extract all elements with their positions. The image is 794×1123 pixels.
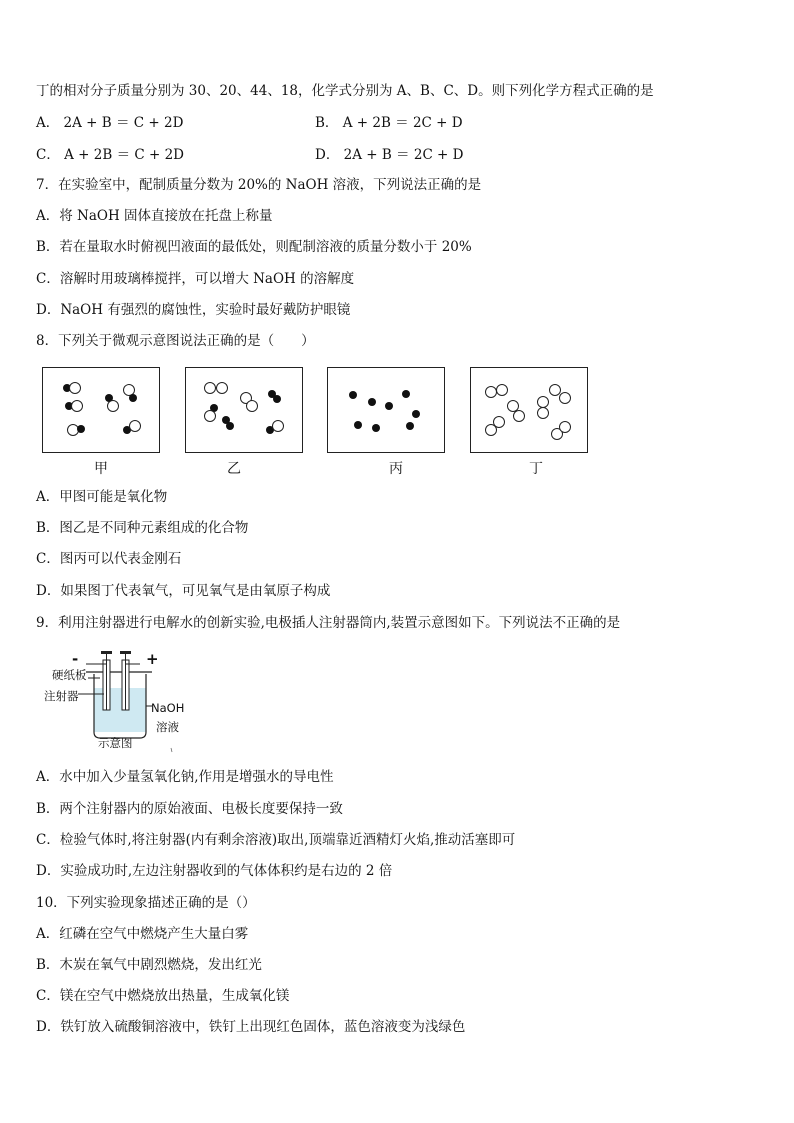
naoh-label: NaOH <box>151 701 185 715</box>
q10-option-b: B．木炭在氧气中剧烈燃烧，发出红光 <box>36 957 262 973</box>
board-label: 硬纸板 <box>52 668 87 682</box>
q8-option-d: D．如果图丁代表氧气，可见氧气是由氧原子构成 <box>36 583 331 599</box>
caption-yi: 乙 <box>227 461 241 477</box>
caption-jia: 甲 <box>94 461 108 477</box>
q9-stem: 9．利用注射器进行电解水的创新实验,电极插人注射器筒内,装置示意图如下。下列说法不正确的是 <box>36 615 621 631</box>
caption-ding: 丁 <box>529 461 543 477</box>
q10-option-c: C．镁在空气中燃烧放出热量，生成氧化镁 <box>36 988 290 1004</box>
syringe-label: 注射器 <box>44 689 79 703</box>
q7-option-a: A．将 NaOH 固体直接放在托盘上称量 <box>36 208 273 224</box>
q7-stem: 7．在实验室中，配制质量分数为 20%的 NaOH 溶液，下列说法正确的是 <box>36 177 482 193</box>
q6-option-c: C． A + 2B ＝ C + 2D <box>36 147 184 163</box>
q8-stem: 8．下列关于微观示意图说法正确的是（ ） <box>36 333 315 349</box>
negative-terminal-label: - <box>72 650 79 668</box>
q9-option-d: D．实验成功时,左边注射器收到的气体体积约是右边的 2 倍 <box>36 863 393 879</box>
q10-stem: 10．下列实验现象描述正确的是（） <box>36 895 256 911</box>
caption-bing: 丙 <box>389 461 403 477</box>
q8-option-c: C．图丙可以代表金刚石 <box>36 551 182 567</box>
q7-option-c: C．溶解时用玻璃棒搅拌，可以增大 NaOH 的溶解度 <box>36 271 355 287</box>
q6-option-d: D． 2A + B ＝ 2C + D <box>315 147 464 163</box>
q10-option-a: A．红磷在空气中燃烧产生大量白雾 <box>36 926 249 942</box>
q8-option-a: A．甲图可能是氧化物 <box>36 489 168 505</box>
q7-option-b: B．若在量取水时俯视凹液面的最低处，则配制溶液的质量分数小于 20% <box>36 239 472 255</box>
q9-option-b: B．两个注射器内的原始液面、电极长度要保持一致 <box>36 801 343 817</box>
solution-label: 溶液 <box>156 720 179 734</box>
q9-option-a: A．水中加入少量氢氧化钠,作用是增强水的导电性 <box>36 769 334 785</box>
positive-terminal-label: + <box>146 650 159 668</box>
q6-option-b: B． A + 2B ＝ 2C + D <box>315 115 463 131</box>
q6-option-a: A． 2A + B ＝ C + 2D <box>36 115 184 131</box>
figure-caption: 示意图 <box>98 736 133 750</box>
micro-diagram-bing <box>327 367 445 453</box>
micro-diagram-yi <box>185 367 303 453</box>
q6-stem: 丁的相对分子质量分别为 30、20、44、18，化学式分别为 A、B、C、D。则下列化学方程式正确的是 <box>36 83 654 99</box>
micro-diagram-jia <box>42 367 160 453</box>
q8-option-b: B．图乙是不同种元素组成的化合物 <box>36 520 249 536</box>
q9-option-c: C．检验气体时,将注射器(内有剩余溶液)取出,顶端靠近酒精灯火焰,推动活塞即可 <box>36 832 516 848</box>
q10-option-d: D．铁钉放入硫酸铜溶液中，铁钉上出现红色固体，蓝色溶液变为浅绿色 <box>36 1019 466 1035</box>
q7-option-d: D．NaOH 有强烈的腐蚀性，实验时最好戴防护眼镜 <box>36 302 351 318</box>
micro-diagram-ding <box>470 367 588 453</box>
